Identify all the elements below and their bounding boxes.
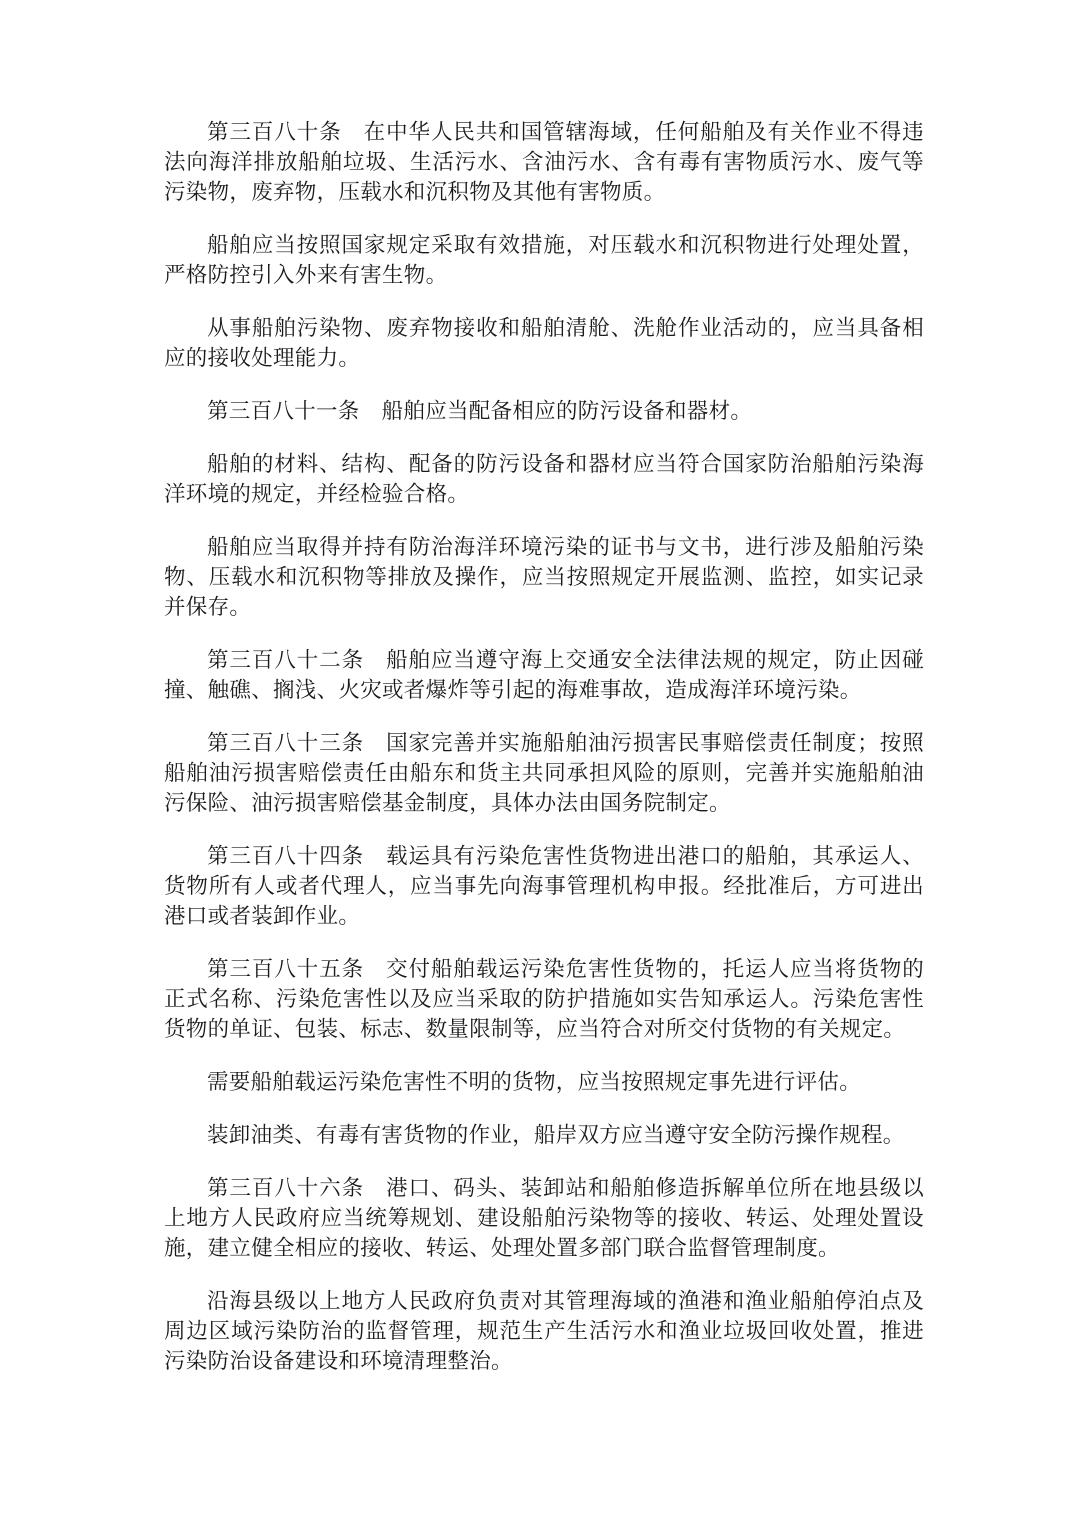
paragraph-text: 国家完善并实施船舶油污损害民事赔偿责任制度；按照船舶油污损害赔偿责任由船东和货主共同承担风险的原则，完善并实施船舶油污保险、油污损害赔偿基金制度，具体办法由国务院制定。 (164, 731, 924, 816)
paragraph-text: 沿海县级以上地方人民政府负责对其管理海域的渔港和渔业船舶停泊点及周边区域污染防治的监督管理，规范生产生活污水和渔业垃圾回收处置，推进污染防治设备建设和环境清理整治。 (164, 1289, 924, 1374)
paragraph-article-383 (164, 729, 924, 819)
paragraph-text: 船舶应当取得并持有防治海洋环境污染的证书与文书，进行涉及船舶污染物、压载水和沉积物等排放及操作，应当按照规定开展监测、监控，如实记录并保存。 (164, 535, 924, 620)
paragraph-text: 从事船舶污染物、废弃物接收和船舶清舱、洗舱作业活动的，应当具备相应的接收处理能力。 (164, 316, 924, 371)
paragraph-text: 交付船舶载运污染危害性货物的，托运人应当将货物的正式名称、污染危害性以及应当采取的防护措施如实告知承运人。污染危害性货物的单证、包装、标志、数量限制等，应当符合对所交付货物的有关规定。 (164, 957, 924, 1042)
paragraph (164, 533, 924, 623)
paragraph (164, 314, 924, 374)
article-number: 第三百八十二条 (207, 648, 365, 673)
paragraph-text: 船舶应当配备相应的防污设备和器材。 (381, 399, 753, 424)
paragraph-text: 港口、码头、装卸站和船舶修造拆解单位所在地县级以上地方人民政府应当统筹规划、建设船舶污染物等的接收、转运、处理处置设施，建立健全相应的接收、转运、处理处置多部门联合监督管理制度。 (164, 1176, 924, 1261)
article-number: 第三百八十一条 (207, 399, 360, 424)
paragraph-text: 需要船舶载运污染危害性不明的货物，应当按照规定事先进行评估。 (207, 1070, 862, 1095)
paragraph-article-381 (164, 397, 924, 427)
paragraph-article-380 (164, 118, 924, 208)
paragraph-article-384 (164, 842, 924, 932)
article-number: 第三百八十条 (207, 120, 342, 145)
paragraph (164, 1287, 924, 1377)
paragraph (164, 450, 924, 510)
paragraph-text: 装卸油类、有毒有害货物的作业，船岸双方应当遵守安全防污操作规程。 (207, 1123, 905, 1148)
article-number: 第三百八十五条 (207, 957, 365, 982)
paragraph (164, 231, 924, 291)
paragraph (164, 1121, 924, 1151)
paragraph-article-385 (164, 955, 924, 1045)
paragraph-text: 船舶应当遵守海上交通安全法律法规的规定，防止因碰撞、触礁、搁浅、火灾或者爆炸等引起的海难事故，造成海洋环境污染。 (164, 648, 924, 703)
article-number: 第三百八十三条 (207, 731, 365, 756)
article-number: 第三百八十四条 (207, 844, 365, 869)
article-number: 第三百八十六条 (207, 1176, 365, 1201)
paragraph-text: 船舶应当按照国家规定采取有效措施，对压载水和沉积物进行处理处置，严格防控引入外来有害生物。 (164, 233, 924, 288)
paragraph (164, 1068, 924, 1098)
paragraph-article-386 (164, 1174, 924, 1264)
paragraph-text: 载运具有污染危害性货物进出港口的船舶，其承运人、货物所有人或者代理人，应当事先向海事管理机构申报。经批准后，方可进出港口或者装卸作业。 (164, 844, 924, 929)
paragraph-text: 在中华人民共和国管辖海域，任何船舶及有关作业不得违法向海洋排放船舶垃圾、生活污水、含油污水、含有毒有害物质污水、废气等污染物，废弃物，压载水和沉积物及其他有害物质。 (164, 120, 924, 205)
paragraph-article-382 (164, 646, 924, 706)
document-body (164, 118, 924, 1400)
paragraph-text: 船舶的材料、结构、配备的防污设备和器材应当符合国家防治船舶污染海洋环境的规定，并经检验合格。 (164, 452, 924, 507)
